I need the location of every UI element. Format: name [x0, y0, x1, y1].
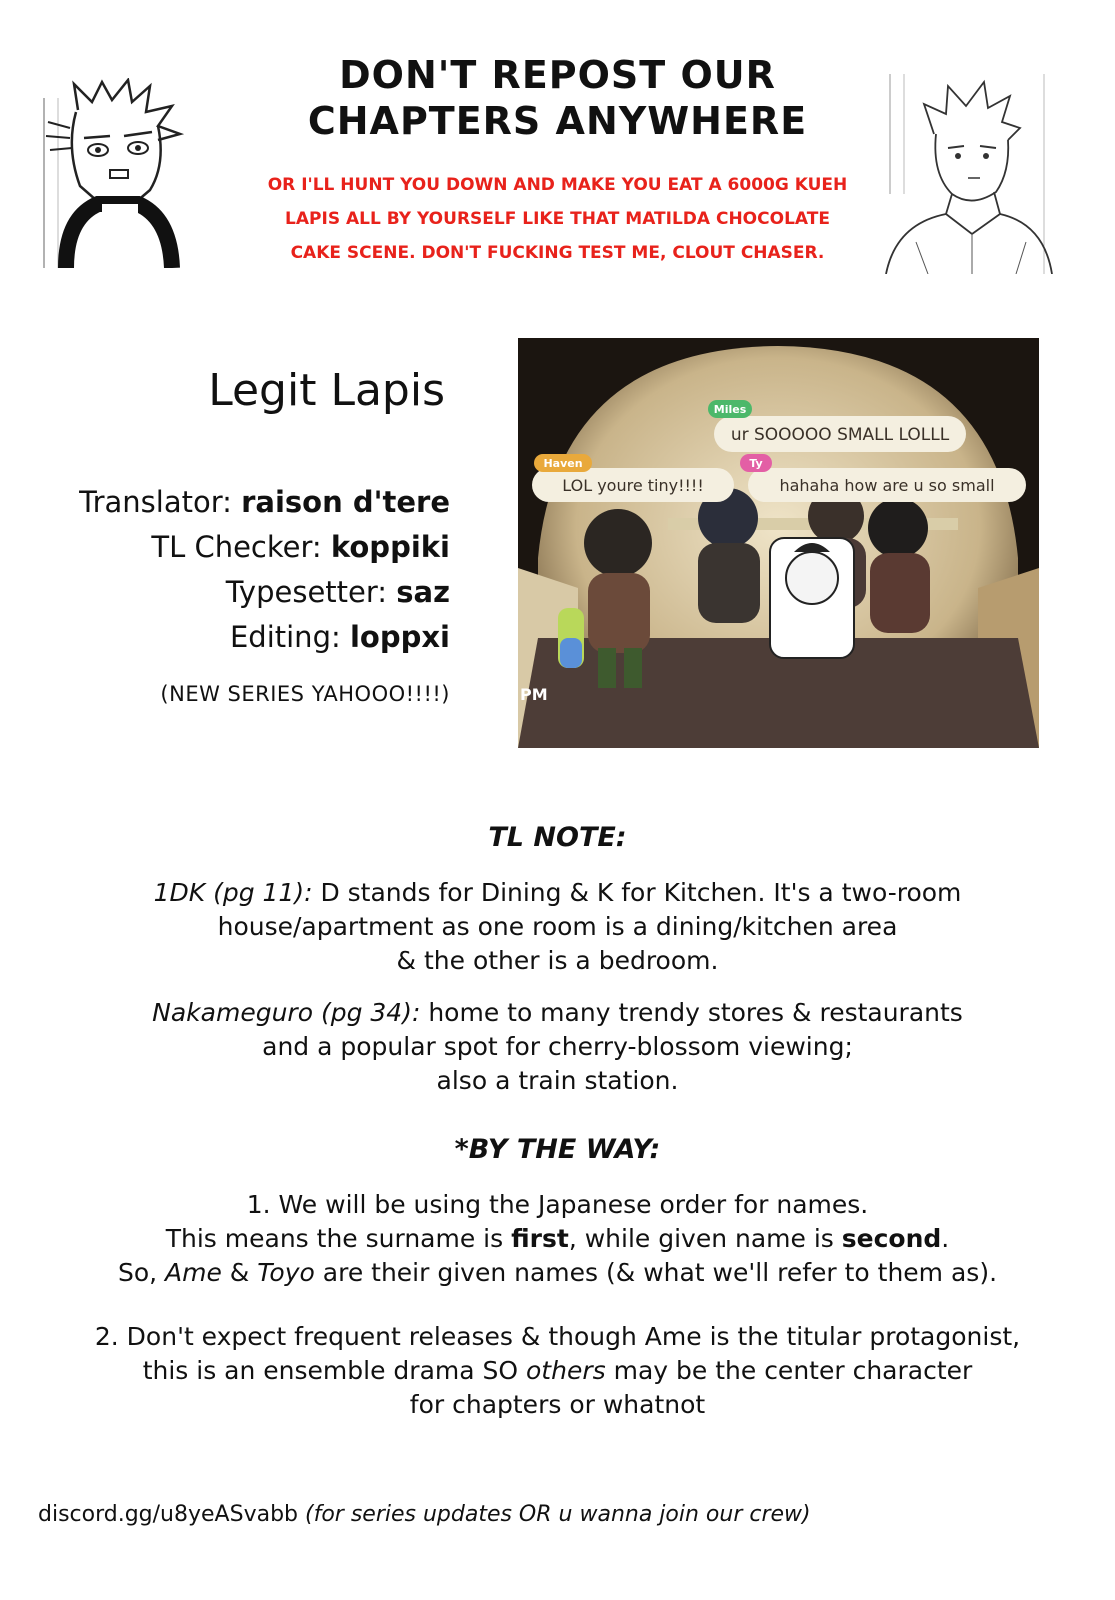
credit-role: Editing: [229, 620, 341, 654]
bubble-text-miles: ur SOOOOO SMALL LOLLL [730, 425, 950, 445]
credit-typesetter [40, 570, 450, 615]
discord-link[interactable]: discord.gg/u8yeASvabb [38, 1502, 298, 1527]
tl-note-nakameguro [60, 996, 1055, 1098]
series-title: Legit Lapis [208, 365, 445, 416]
bubble-name-miles: Miles [713, 403, 747, 416]
note-text: home to many trendy stores & restaurants [420, 998, 963, 1027]
warning-body-line-2: LAPIS ALL BY YOURSELF LIKE THAT MATILDA CHOCOLATE [285, 209, 830, 229]
screenshot-corner-text: PM [520, 685, 548, 704]
sketch-illustration-right [876, 74, 1061, 274]
bold-run: second [841, 1224, 942, 1253]
bubble-name-ty: Ty [749, 457, 763, 470]
warning-body-line-3: CAKE SCENE. DON'T FUCKING TEST ME, CLOUT CHASER. [290, 243, 825, 263]
tl-note-1dk [60, 876, 1055, 978]
by-the-way-item-2 [60, 1320, 1055, 1422]
item-2-line-1: 2. Don't expect frequent releases & though Ame is the titular protagonist, [94, 1322, 1021, 1351]
text-run: This means the surname is [165, 1224, 512, 1253]
text-run: & [221, 1258, 258, 1287]
credit-role: TL Checker: [151, 530, 322, 564]
chibi-illustration-left [40, 78, 190, 268]
repost-warning-body [215, 168, 900, 270]
tl-note-1dk-line-2: house/apartment as one room is a dining/kitchen area [217, 912, 898, 941]
by-the-way-item-1 [60, 1188, 1055, 1290]
credit-translator [40, 480, 450, 525]
credit-name: saz [396, 575, 450, 609]
tl-note-1dk-line-1 [60, 876, 1055, 910]
bubble-text-haven: LOL youre tiny!!!! [562, 476, 704, 495]
bubble-text-ty: hahaha how are u so small [779, 476, 995, 495]
footer [38, 1502, 811, 1527]
text-run: may be the center character [605, 1356, 973, 1385]
tl-note-nakameguro-line-1 [60, 996, 1055, 1030]
tl-note-nakameguro-line-2: and a popular spot for cherry-blossom viewing; [262, 1032, 853, 1061]
credit-name: raison d'tere [241, 485, 450, 519]
credit-name: koppiki [330, 530, 450, 564]
credit-role: Translator: [79, 485, 232, 519]
item-1-line-3 [60, 1256, 1055, 1290]
footer-text: (for series updates OR u wanna join our crew) [298, 1502, 811, 1527]
item-1-line-1: 1. We will be using the Japanese order for names. [246, 1190, 869, 1219]
credit-note: (NEW SERIES YAHOOO!!!!) [160, 682, 450, 706]
item-2-line-3: for chapters or whatnot [409, 1390, 706, 1419]
text-run: this is an ensemble drama SO [142, 1356, 527, 1385]
credits-list [40, 480, 450, 660]
by-the-way-heading: *BY THE WAY: [454, 1134, 661, 1165]
text-run: So, [117, 1258, 166, 1287]
italic-run: others [526, 1356, 606, 1385]
bubble-name-haven: Haven [543, 457, 583, 470]
credit-editing [40, 615, 450, 660]
tl-note-1dk-line-3: & the other is a bedroom. [396, 946, 719, 975]
text-run: . [941, 1224, 950, 1253]
italic-run: Ame [165, 1258, 222, 1287]
credit-role: Typesetter: [225, 575, 388, 609]
credit-tl-checker [40, 525, 450, 570]
tl-note-nakameguro-line-3: also a train station. [436, 1066, 679, 1095]
repost-warning-title [280, 52, 835, 144]
warning-body-line-1: OR I'LL HUNT YOU DOWN AND MAKE YOU EAT A 6000G KUEH [267, 175, 848, 195]
item-1-line-2 [60, 1222, 1055, 1256]
warning-title-line-1: DON'T REPOST OUR [339, 53, 776, 97]
text-run: are their given names (& what we'll refer to them as). [314, 1258, 998, 1287]
italic-run: Toyo [257, 1258, 315, 1287]
credit-name: loppxi [349, 620, 450, 654]
note-term: 1DK (pg 11): [153, 878, 313, 907]
tl-note-heading: TL NOTE: [488, 822, 627, 853]
note-term: Nakameguro (pg 34): [152, 998, 421, 1027]
warning-title-line-2: CHAPTERS ANYWHERE [307, 99, 808, 143]
bold-run: first [511, 1224, 569, 1253]
text-run: , while given name is [568, 1224, 842, 1253]
item-2-line-2 [60, 1354, 1055, 1388]
note-text: D stands for Dining & K for Kitchen. It's a two-room [312, 878, 962, 907]
game-screenshot [518, 338, 1039, 748]
